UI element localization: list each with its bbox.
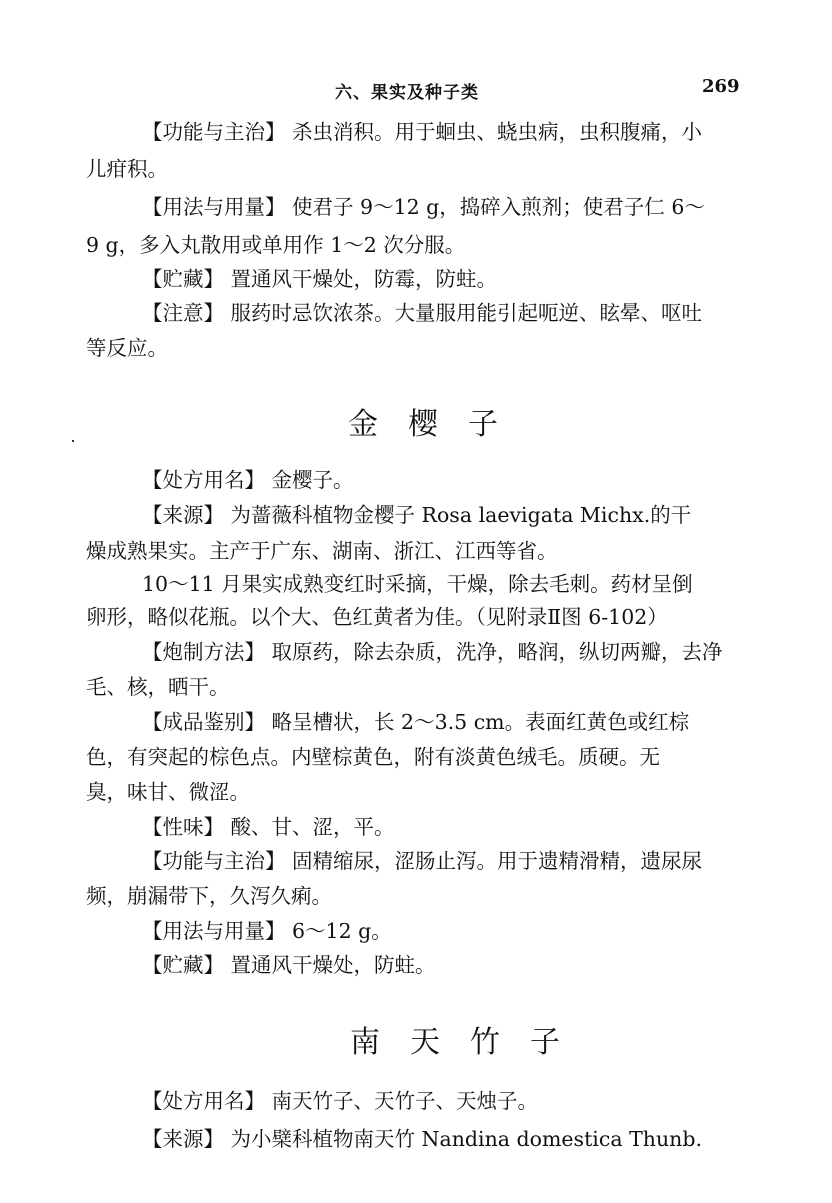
text-line: 【用法与用量】 使君子 9～12 g，捣碎入煎剂；使君子仁 6～ <box>142 195 705 219</box>
text-line: 卵形，略似花瓶。以个大、色红黄者为佳。（见附录Ⅱ图 6-102） <box>86 605 668 629</box>
text-line: 【处方用名】 金樱子。 <box>142 468 354 492</box>
text-line: 【功能与主治】 固精缩尿，涩肠止泻。用于遗精滑精，遗尿尿 <box>142 849 703 873</box>
text-line: 【性味】 酸、甘、涩，平。 <box>142 815 395 839</box>
section-title: 金 樱 子 <box>348 407 498 442</box>
text-line: 9 g，多入丸散用或单用作 1～2 次分服。 <box>86 233 466 257</box>
text-line: 毛、核，晒干。 <box>86 675 230 699</box>
text-line: 【功能与主治】 杀虫消积。用于蛔虫、蛲虫病，虫积腹痛，小 <box>142 120 703 144</box>
text-line: 10～11 月果实成熟变红时采摘，干燥，除去毛刺。药材呈倒 <box>142 572 693 596</box>
text-line: 【注意】 服药时忌饮浓茶。大量服用能引起呃逆、眩晕、呕吐 <box>142 301 703 325</box>
text-line: 臭，味甘、微涩。 <box>86 780 250 804</box>
text-line: 等反应。 <box>86 336 168 360</box>
text-line: 【用法与用量】 6～12 g。 <box>142 919 392 943</box>
text-line: 【成品鉴别】 略呈槽状，长 2～3.5 cm。表面红黄色或红棕 <box>142 710 690 734</box>
text-line: 【贮藏】 置通风干燥处，防蛀。 <box>142 953 436 977</box>
section-title: 南 天 竹 子 <box>350 1025 560 1060</box>
text-line: 【炮制方法】 取原药，除去杂质，洗净，略润，纵切两瓣，去净 <box>142 640 723 664</box>
text-line: 【来源】 为蔷薇科植物金樱子 Rosa laevigata Michx.的干 <box>142 503 692 527</box>
text-line: 色，有突起的棕色点。内壁棕黄色，附有淡黄色绒毛。质硬。无 <box>86 745 660 769</box>
text-line: 儿疳积。 <box>86 157 168 181</box>
text-line: 【来源】 为小檗科植物南天竹 Nandina domestica Thunb. <box>142 1127 703 1151</box>
text-line: 【处方用名】 南天竹子、天竹子、天烛子。 <box>142 1089 539 1113</box>
text-line: 频，崩漏带下，久泻久痢。 <box>86 884 332 908</box>
page-number: 269 <box>702 76 740 97</box>
text-line: 【贮藏】 置通风干燥处，防霉，防蛀。 <box>142 267 498 291</box>
text-line: 燥成熟果实。主产于广东、湖南、浙江、江西等省。 <box>86 539 558 563</box>
running-head: 六、果实及种子类 <box>335 83 479 103</box>
scan-speck <box>72 440 74 442</box>
